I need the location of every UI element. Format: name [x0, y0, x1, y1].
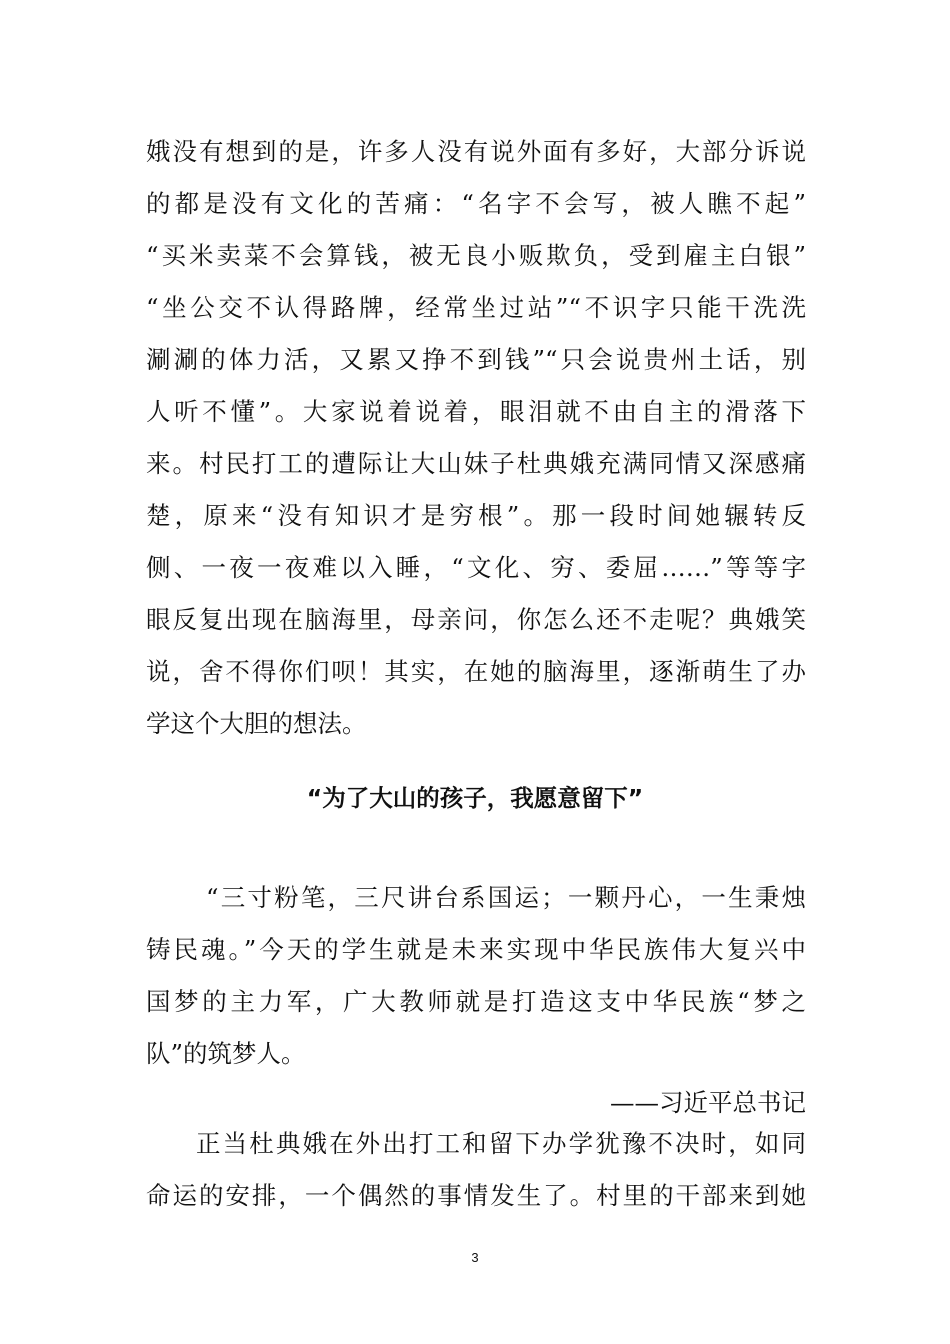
paragraph-line: 娥没有想到的是，许多人没有说外面有多好，大部分诉说 [146, 137, 806, 166]
paragraph-line: 涮涮的体力活，又累又挣不到钱”“只会说贵州土话，别 [146, 345, 806, 374]
paragraph-line: 楚，原来“没有知识才是穷根”。那一段时间她辗转反 [146, 501, 806, 530]
paragraph-line: 人听不懂”。大家说着说着，眼泪就不由自主的滑落下 [146, 397, 806, 426]
quote-line: “三寸粉笔，三尺讲台系国运；一颗丹心，一生秉烛 [206, 883, 806, 912]
quote-attribution: ——习近平总书记 [610, 1088, 806, 1117]
paragraph-line: 眼反复出现在脑海里，母亲问，你怎么还不走呢？典娥笑 [146, 605, 806, 634]
quote-line: 国梦的主力军，广大教师就是打造这支中华民族“梦之 [146, 987, 806, 1016]
paragraph-line: 命运的安排，一个偶然的事情发生了。村里的干部来到她 [146, 1181, 806, 1210]
paragraph-line: 正当杜典娥在外出打工和留下办学犹豫不决时，如同 [196, 1129, 806, 1158]
section-heading: “为了大山的孩子，我愿意留下” [306, 784, 644, 812]
quote-line: 队”的筑梦人。 [146, 1039, 306, 1068]
paragraph-line: “买米卖菜不会算钱，被无良小贩欺负，受到雇主白银” [146, 241, 806, 270]
paragraph-line: 的都是没有文化的苦痛：“名字不会写，被人瞧不起” [146, 189, 806, 218]
quote-block [146, 872, 806, 1126]
paragraph-line: 来。村民打工的遭际让大山妹子杜典娥充满同情又深感痛 [146, 449, 806, 478]
paragraph-line: “坐公交不认得路牌，经常坐过站”“不识字只能干洗洗 [146, 293, 806, 322]
paragraph-body-1 [146, 126, 806, 750]
paragraph-body-2 [146, 1118, 806, 1222]
paragraph-line: 说，舍不得你们呗！其实，在她的脑海里，逐渐萌生了办 [146, 657, 806, 686]
paragraph-line: 侧、一夜一夜难以入睡，“文化、穷、委屈……”等等字 [146, 553, 806, 582]
quote-line: 铸民魂。”今天的学生就是未来实现中华民族伟大复兴中 [146, 935, 806, 964]
paragraph-line: 学这个大胆的想法。 [146, 709, 367, 738]
page-number: 3 [471, 1250, 479, 1265]
